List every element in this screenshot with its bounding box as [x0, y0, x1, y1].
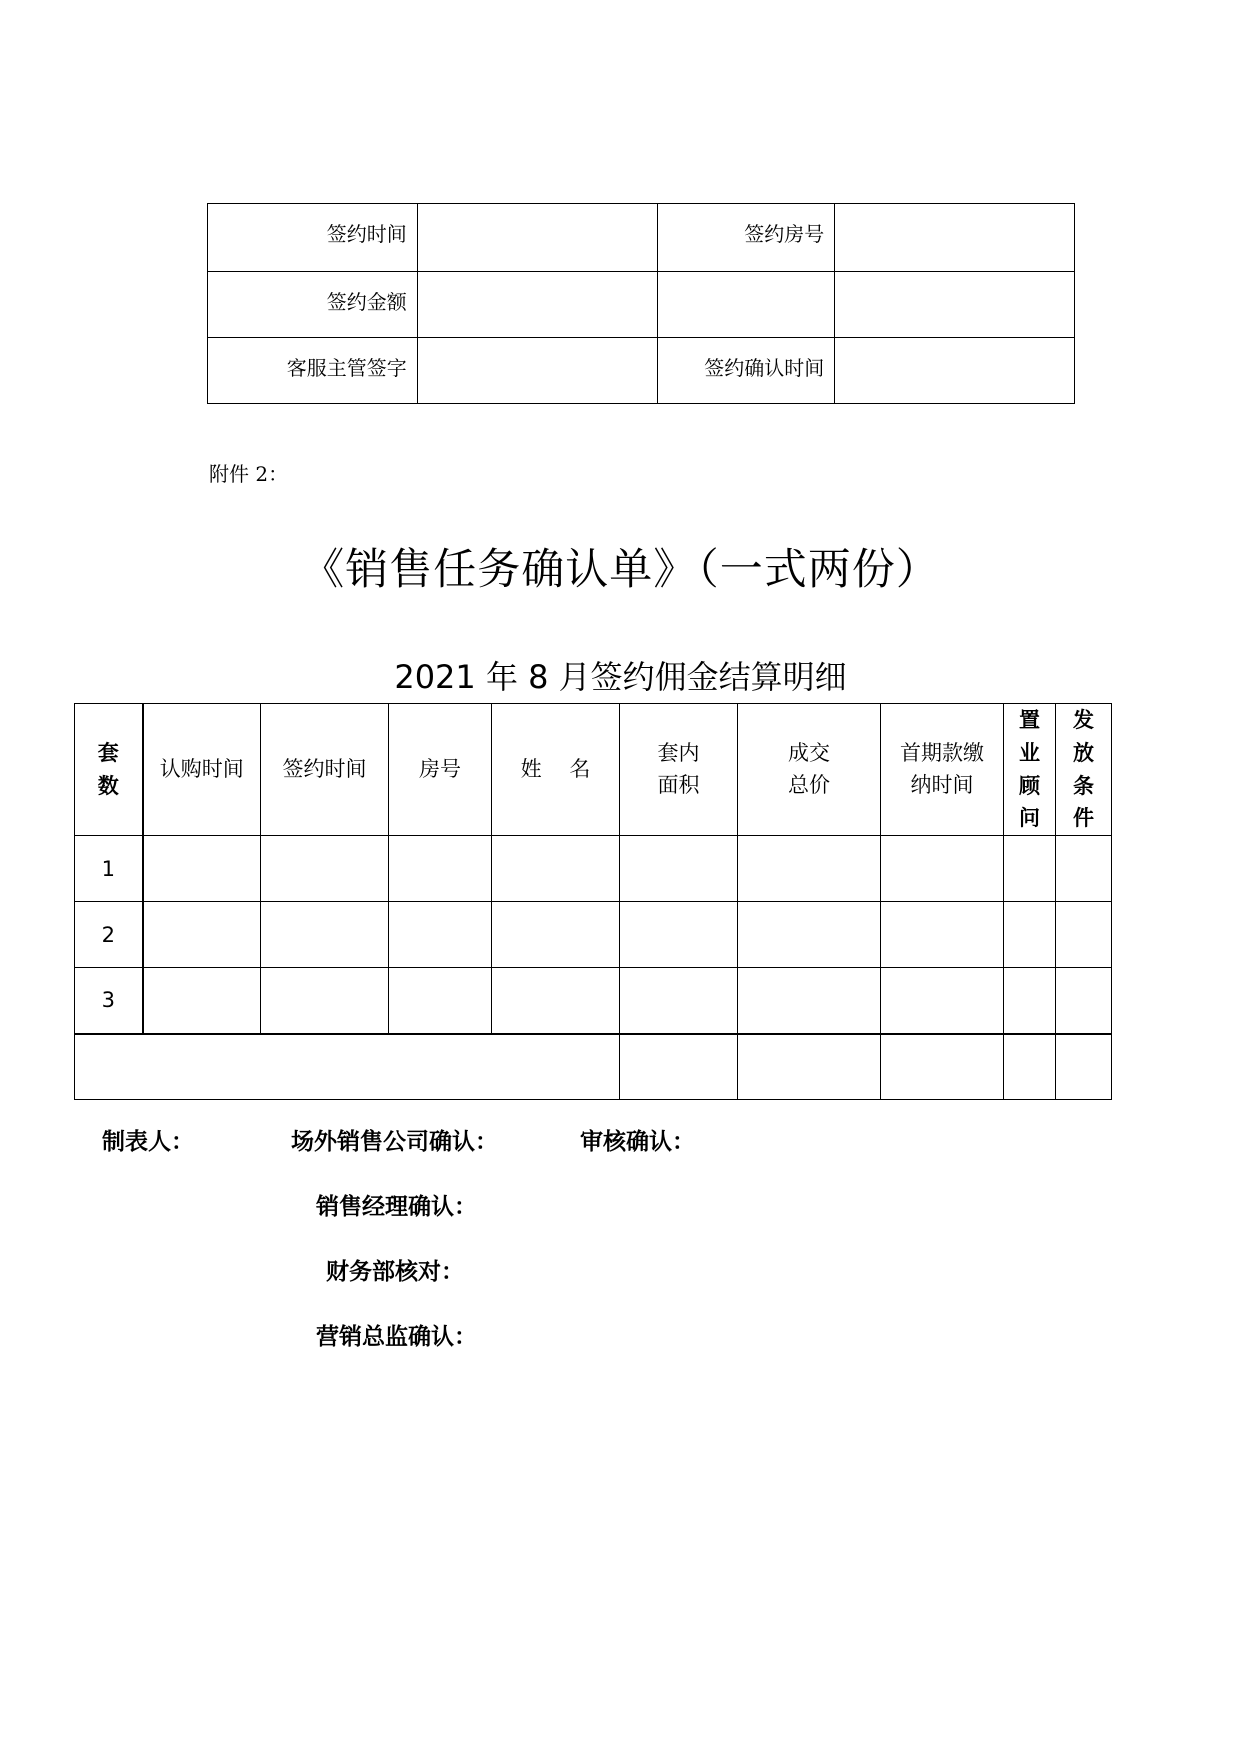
table-row — [208, 338, 1075, 404]
attachment-label: 附件 2： — [209, 462, 289, 486]
value-cell — [417, 204, 658, 272]
column-header: 置业顾问 — [1004, 704, 1056, 836]
value-cell — [835, 272, 1075, 338]
header-row — [75, 704, 1112, 836]
column-header: 签约时间 — [261, 704, 389, 836]
sales-manager-signature: 销售经理确认： — [316, 1194, 477, 1220]
document-subtitle: 2021 年 8 月签约佣金结算明细 — [394, 658, 847, 696]
column-header: 认购时间 — [143, 704, 261, 836]
maker-signature: 制表人： — [102, 1129, 194, 1155]
table-row — [75, 836, 1112, 902]
column-header: 成交总价 — [738, 704, 881, 836]
value-cell — [835, 338, 1075, 404]
audit-signature: 审核确认： — [580, 1129, 695, 1155]
label-cell: 签约房号 — [658, 204, 835, 272]
document-title: 《销售任务确认单》（一式两份） — [301, 545, 940, 595]
label-cell — [658, 272, 835, 338]
column-header: 套数 — [75, 704, 143, 836]
column-header: 套内面积 — [620, 704, 738, 836]
signing-info-table — [207, 203, 1075, 404]
finance-signature: 财务部核对： — [326, 1259, 464, 1285]
label-cell: 签约确认时间 — [658, 338, 835, 404]
label-cell: 客服主管签字 — [208, 338, 418, 404]
column-header: 发放条件 — [1056, 704, 1112, 836]
column-header: 姓 名 — [492, 704, 620, 836]
row-number: 2 — [75, 902, 143, 968]
table-row — [208, 272, 1075, 338]
table-row — [208, 204, 1075, 272]
row-number: 1 — [75, 836, 143, 902]
table-row — [75, 968, 1112, 1034]
row-number: 3 — [75, 968, 143, 1034]
total-label-cell — [75, 1034, 620, 1100]
table-row — [75, 902, 1112, 968]
column-header: 首期款缴纳时间 — [881, 704, 1004, 836]
external-company-signature: 场外销售公司确认： — [291, 1129, 498, 1155]
total-row — [75, 1034, 1112, 1100]
value-cell — [417, 272, 658, 338]
commission-detail-table — [74, 703, 1112, 1100]
label-cell: 签约金额 — [208, 272, 418, 338]
label-cell: 签约时间 — [208, 204, 418, 272]
value-cell — [417, 338, 658, 404]
column-header: 房号 — [389, 704, 492, 836]
value-cell — [835, 204, 1075, 272]
marketing-director-signature: 营销总监确认： — [316, 1324, 477, 1350]
